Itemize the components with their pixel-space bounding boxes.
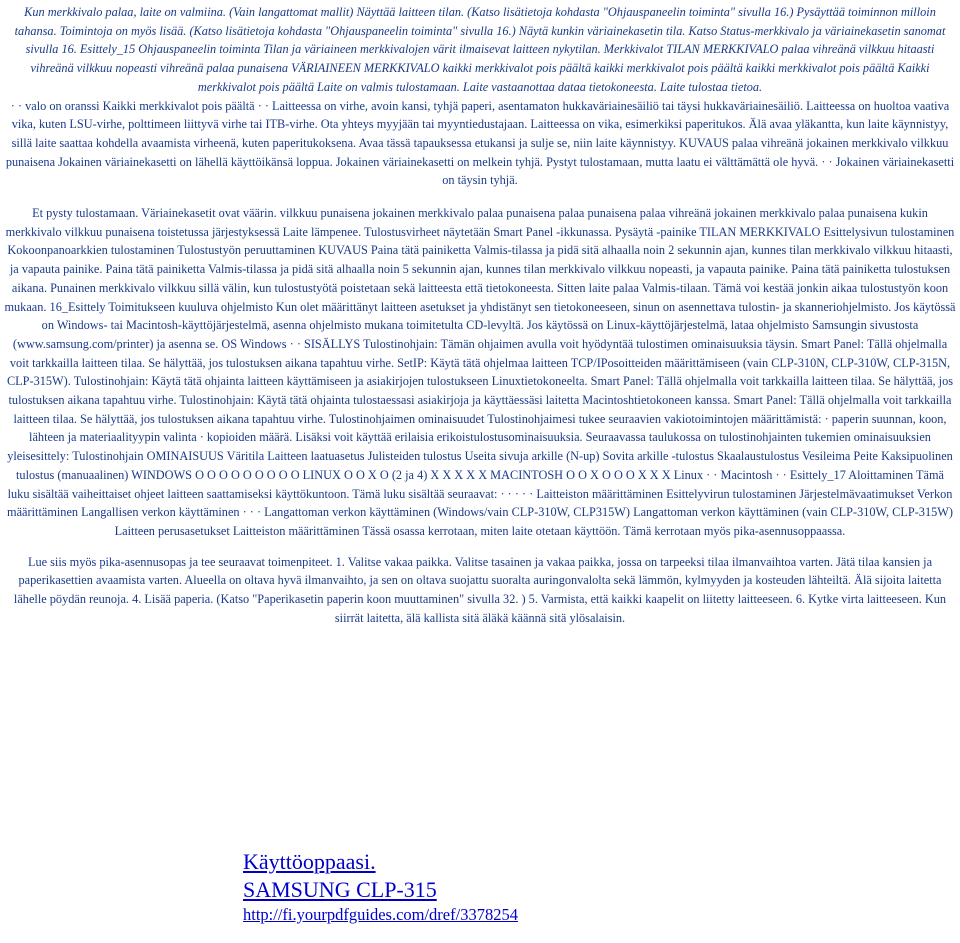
paragraph-setup: Lue siis myös pika-asennusopas ja tee seuraavat toimenpiteet. 1. Valitse vakaa paikka. Valitse tasainen ja vakaa paikka, jossa on tarpeeksi tilaa ilmanvaihtoa varten. Jätä tilaa kansien ja paperikasettien avaamista varten. Alueella on oltava hyvä ilmanvaihto, ja sen on oltava suojattu suoralta auringonvalolta sekä lämmön, kylmyyden ja kosteuden lähteiltä. Älä sijoita laitetta lähelle pöydän reunoja. 4. Lisää paperia. (Katso "Paperikasetin paperin koon muuttaminen" sivulla 32. ) 5. Varmista, että kaikki kaapelit on liitetty laitteeseen. 6. Kytke virta laitteeseen. Kun siirrät laitetta, älä kallista sitä äläkä käännä sitä ylösalaisin. [13,554,947,625]
manual-link[interactable]: Käyttöoppaasi. [243,849,376,874]
paragraph-control-panel: Kun merkkivalo palaa, laite on valmiina. (Vain langattomat mallit) Näyttää laitteen tilan. (Katso lisätietoja kohdasta "Ohjauspaneelin toiminta" sivulla 16.) Pysäyttää toiminnon milloin tahansa. Toimintoja on myös lisää. (Katso lisätietoja kohdasta "Ohjauspaneelin toiminta" sivulla 16.) Näytä kunkin väriainekasetin tila. Katso Status-merkkivalo ja väriainekasetin sanomat sivulla 16. Esittely_15 Ohjauspaneelin toiminta Tilan ja väriaineen merkkivalojen värit ilmaisevat laitteen nykytilan. Merkkivalot TILAN MERKKIVALO palaa vihreänä vilkkuu hitaasti vihreänä vilkkuu nopeasti vihreänä palaa punaisena VÄRIAINEEN MERKKIVALO kaikki merkkivalot pois päältä kaikki merkkivalot pois päältä kaikki merkkivalot pois päältä Kaikki merkkivalot pois päältä Laite on valmis tulostamaan. Laite vastaanottaa dataa tietokoneesta. Laite tulostaa tietoa. [14,5,946,94]
paragraph-error-status: · · valo on oranssi Kaikki merkkivalot pois päältä · · Laitteessa on virhe, avoin kansi, tyhjä paperi, asentamaton hukkaväriainesäiliö tai täysi hukkaväriainesäiliö. Laitteessa on huoltoa vaativa vika, kuten LSU-virhe, polttimeen liittyvä virhe tai ITB-virhe. Ota yhteys myyjään tai myyntiedustajaan. Laitteessa on vika, esimerkiksi paperitukos. Älä avaa yläkantta, kun laite käynnistyy, sillä laite saattaa kohdella avaamista virheenä, kuten paperitukoksena. Avaa tässä tapauksessa etukansi ja sulje se, niin laite käynnistyy. KUVAUS palaa vihreänä jokainen merkkivalo vilkkuu punaisena Jokainen väriainekasetti on lähellä käyttöikänsä loppua. Jokainen väriainekasetti on melkein tyhjä. Pystyt tulostamaan, mutta laatu ei välttämättä ole hyvä. · · Jokainen väriainekasetti on täysin tyhjä. [5,98,955,188]
paragraph-software: Et pysty tulostamaan. Väriainekasetit ovat väärin. vilkkuu punaisena jokainen merkkivalo palaa punaisena palaa punaisena palaa vihreänä jokainen merkkivalo palaa punaisena kukin merkkivalo vilkkuu punaisena toistetussa järjestyksessä Laite lämpenee. Tulostusvirheet näytetään Smart Panel -ikkunassa. Pysäytä -painike TILAN MERKKIVALO Esittelysivun tulostaminen Kokoonpanoarkkien tulostaminen Tulostustyön peruuttaminen KUVAUS Paina tätä painiketta Valmis-tilassa ja pidä sitä alhaalla noin 2 sekunnin ajan, kunnes tilan merkkivalo vilkkuu hitaasti, ja vapauta painike. Paina tätä painiketta Valmis-tilassa ja pidä sitä alhaalla noin 5 sekunnin ajan, kunnes tilan merkkivalo vilkkuu nopeasti, ja vapauta painike. Paina tätä painiketta tulostuksen aikana. Punainen merkkivalo vilkkuu sillä välin, kun tulostustyötä poistetaan sekä laitteesta että tietokoneesta. Sitten laite palaa Valmis-tilaan. Tämä voi kestää jonkin aikaa tulostustyön koon mukaan. 16_Esittely Toimitukseen kuuluva ohjelmisto Kun olet määrittänyt laitteen asetukset ja yhdistänyt sen tietokoneeseen, sinun on asennettava tulostin- ja skanneriohjelmisto. Jos käytössä on Windows- tai Macintosh-käyttöjärjestelmä, asenna ohjelmisto mukana toimitetulta CD-levyltä. Jos käytössä on Linux-käyttöjärjestelmä, lataa ohjelmisto Samsungin sivustosta (www.samsung.com/printer) ja asenna se. OS Windows · · SISÄLLYS Tulostinohjain: Tämän ohjaimen avulla voit hyödyntää tulostimen ominaisuuksia täysin. Smart Panel: Tällä ohjelmalla voit tarkkailla laitteen tilaa. Se hälyttää, jos tulostuksen aikana tapahtuu virhe. SetIP: Käytä tätä ohjelmaa laitteen TCP/IPosoitteiden määrittämiseen (vain CLP-310N, CLP-310W, CLP-315N, CLP-315W). Tulostinohjain: Käytä tätä ohjainta laitteen käyttämiseen ja asiakirjojen tulostukseen Linuxtietokoneelta. Smart Panel: Tällä ohjelmalla voit tarkkailla laitteen tilaa. Se hälyttää, jos tulostuksen aikana tapahtuu virhe. Tulostinohjain: Käytä tätä ohjainta tulostaessasi asiakirjoja ja käyttäessäsi laitetta Macintoshtietokoneen kanssa. Smart Panel: Tällä ohjelmalla voit tarkkailla laitteen tilaa. Se hälyttää, jos tulostuksen aikana tapahtuu virhe. Tulostinohjaimen ominaisuudet Tulostinohjaimesi tukee seuraavien vakiotoimintojen määrittämistä: · paperin suunnan, koon, lähteen ja materiaalityypin valinta · kopioiden määrä. Lisäksi voit käyttää erilaisia erikoistulostusominaisuuksia. Seuraavassa taulukossa on tulostinohjainten tukemien ominaisuuksien yleisesittely: Tulostinohjain OMINAISUUS Väritila Laitteen laatuasetus Julisteiden tulostus Useita sivuja arkille (N-up) Sovita arkille -tulostus Skaalaustulostus Vesileima Peite Kaksipuolinen tulostus (manuaalinen) WINDOWS O O O O O O O O O LINUX O O X O (2 ja 4) X X X X X MACINTOSH O O X O O O X X X Linux · · Macintosh · · Esittely_17 Aloittaminen Tämä luku sisältää vaiheittaiset ohjeet laitteen saattamiseksi käyttökuntoon. Tämä luku sisältää seuraavat: · · · · · Laitteiston määrittäminen Esittelyvirun tulostaminen Järjestelmävaatimukset Verkon määrittäminen Langallisen verkon käyttäminen · · · Langattoman verkon käyttäminen (Windows/vain CLP-310W, CLP315W) Langattoman verkon käyttäminen (vain CLP-310W, CLP-315W) Laitteen perusasetukset Laitteiston määrittäminen Tässä osassa kerrotaan, miten laite otetaan käyttöön. Tämä kerrotaan myös pika-asennusoppaassa. [4,206,956,538]
spacer [4,541,956,553]
footer-links [243,848,518,926]
url-link[interactable]: http://fi.yourpdfguides.com/dref/3378254 [243,905,518,924]
spacer [4,190,956,204]
model-link[interactable]: SAMSUNG CLP-315 [243,877,437,902]
